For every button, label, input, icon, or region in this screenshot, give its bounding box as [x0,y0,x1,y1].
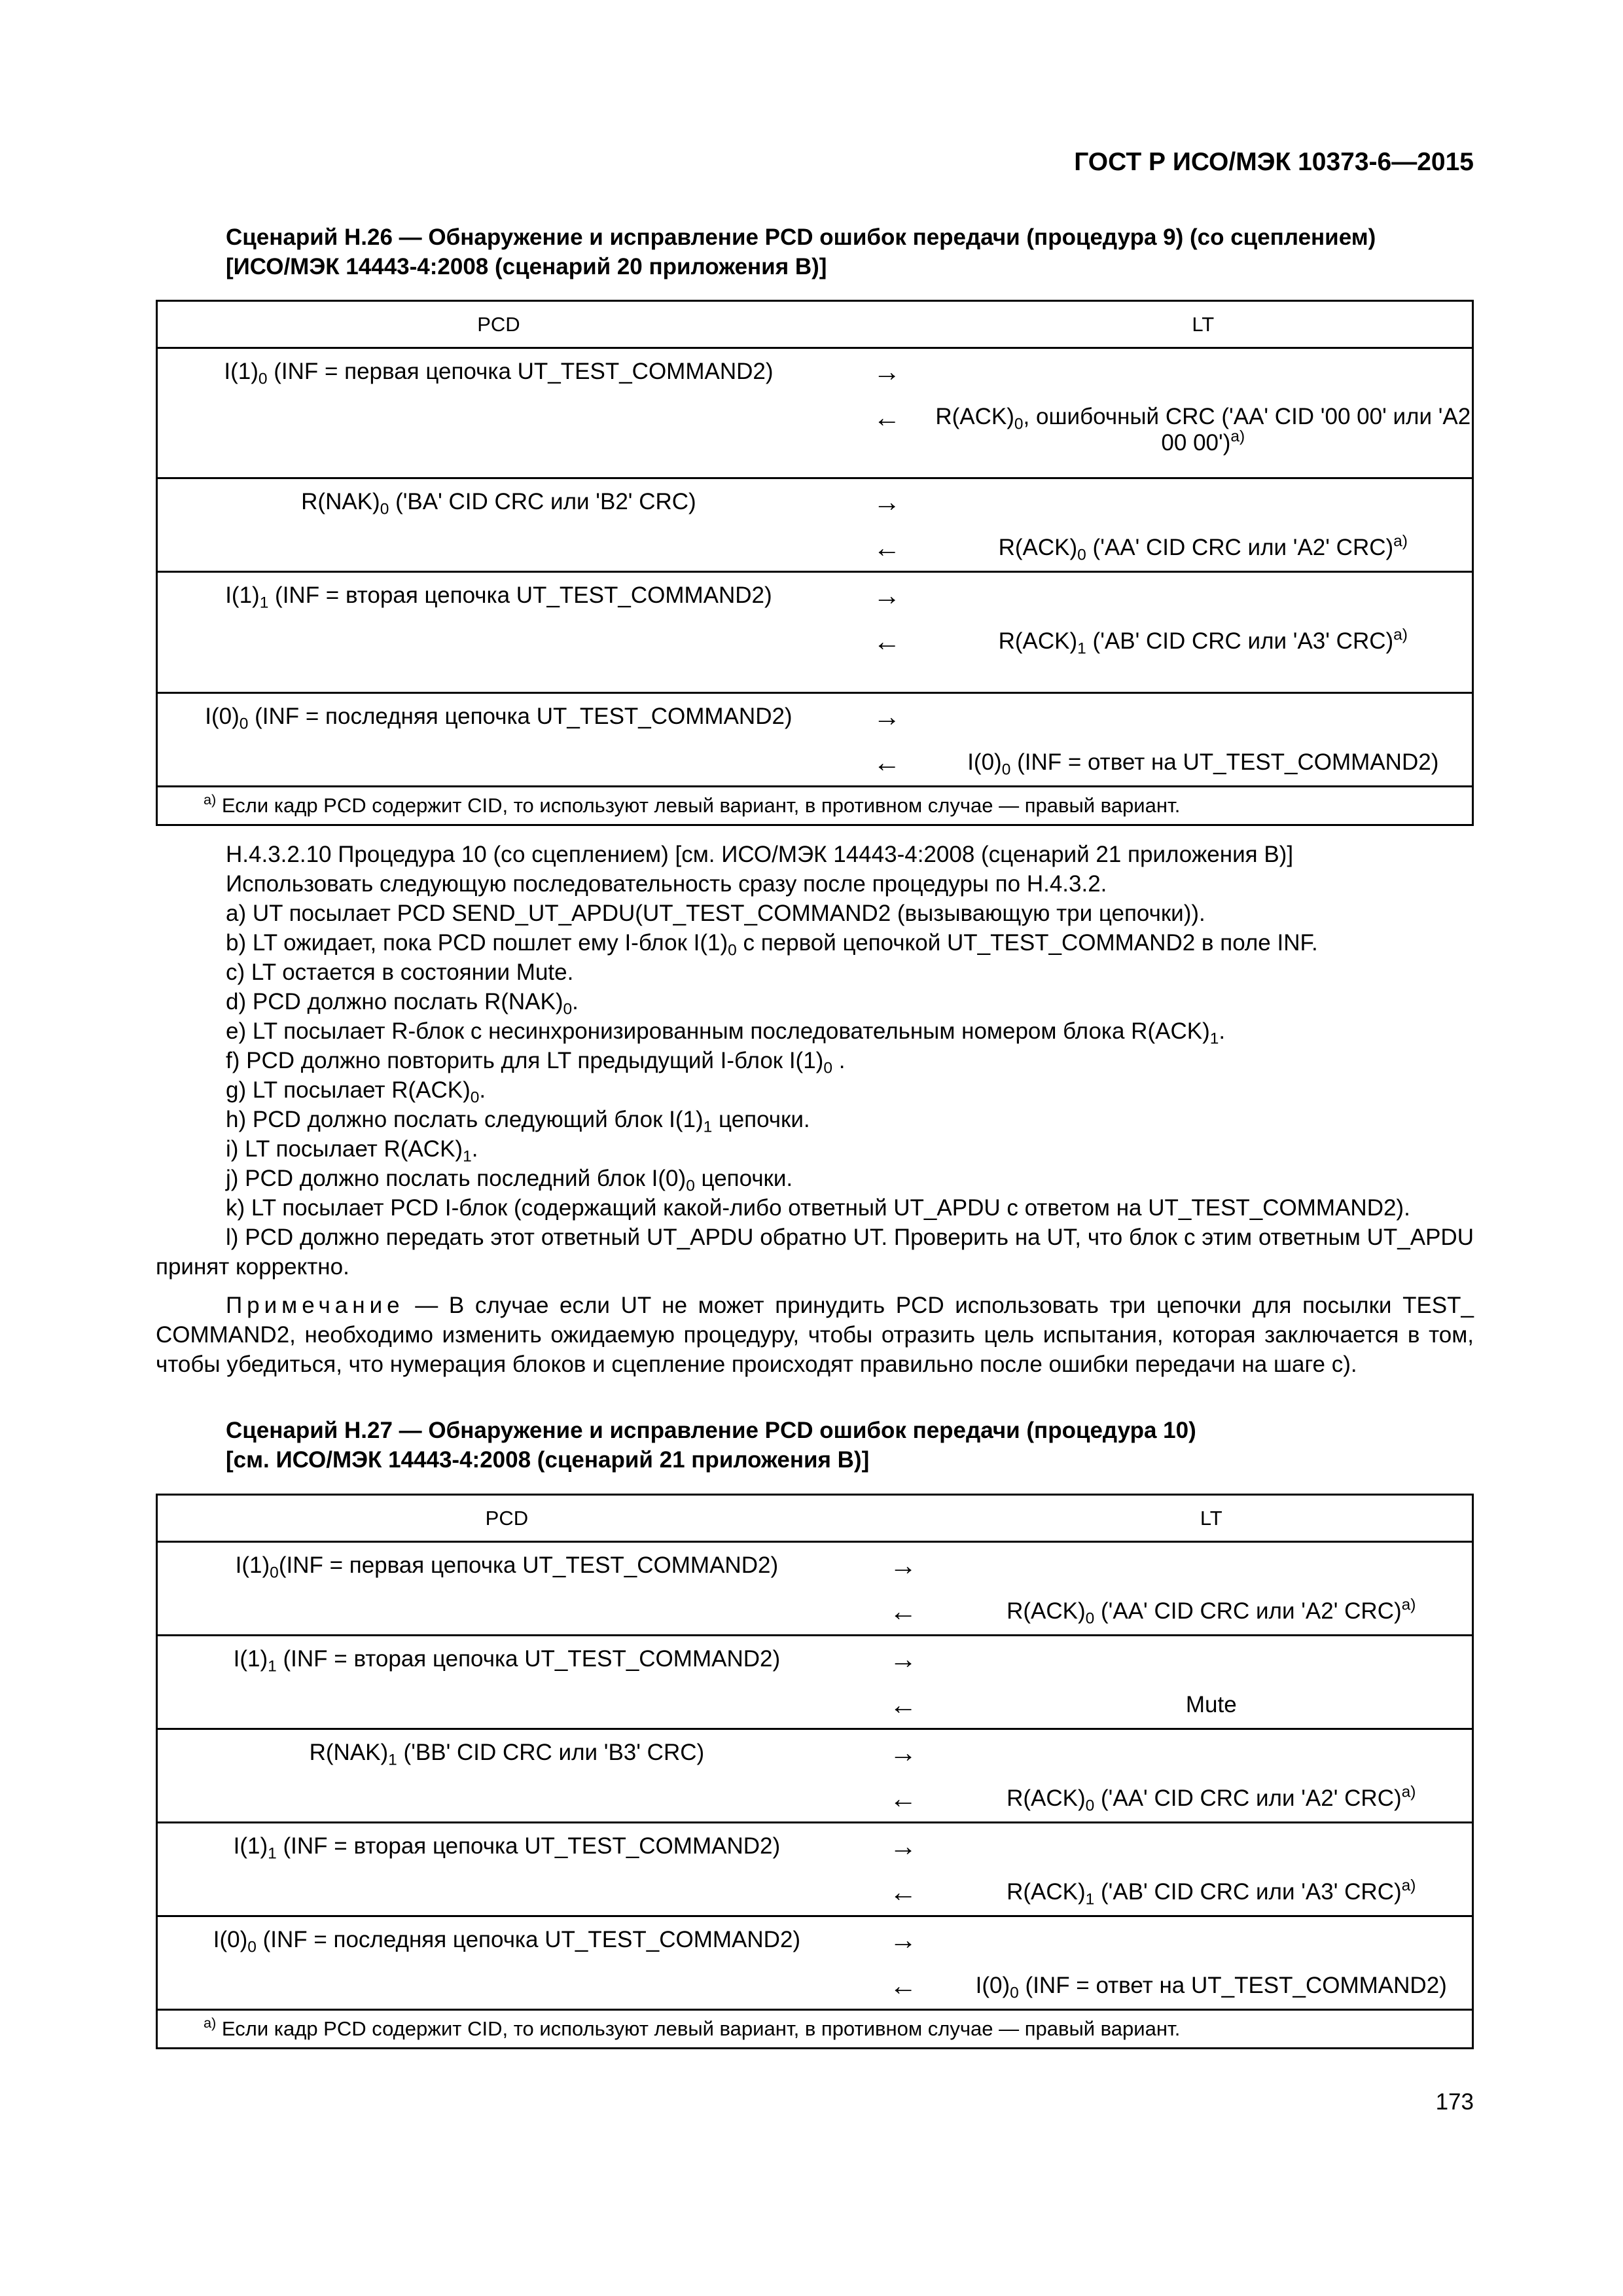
table-row [157,1682,1473,1729]
lt-cell [935,348,1473,395]
pcd-cell: $I(1)_1$ (INF = вторая цепочка UT_TEST_COMMAND2) [157,572,840,619]
lt-cell: $R(ACK)_1$ ('AB' CID CRC или 'A3' CRC)$^{a)}$ [935,619,1473,693]
table-row [157,1963,1473,2010]
lt-cell [951,1823,1473,1870]
pcd-cell [157,525,840,572]
standard-header: ГОСТ Р ИСО/МЭК 10373-6—2015 [1074,148,1474,176]
table-header-row [157,301,1473,348]
column-header-arrow [840,301,935,348]
table-row [157,1776,1473,1823]
arrow-right-icon: → [840,348,935,395]
lt-cell: $R(ACK)_0$ ('AA' CID CRC или 'A2' CRC)$^{a)}$ [951,1588,1473,1636]
list-item: i) LT посылает $R(ACK)_1$. [226,1136,478,1166]
table-row [157,740,1473,787]
arrow-right-icon: → [856,1729,951,1776]
table-footnote: $^{a)}$ Если кадр PCD содержит CID, то используют левый вариант, в противном случае — правый вариант. [157,787,1473,825]
scenario-27-caption [226,1416,1482,1475]
arrow-right-icon: → [856,1916,951,1964]
column-header-lt: LT [951,1495,1473,1542]
lt-cell [951,1729,1473,1776]
pcd-cell [157,1869,856,1916]
lt-cell [935,478,1473,526]
lt-cell: Mute [951,1682,1473,1729]
arrow-right-icon: → [840,478,935,526]
list-item: l) PCD должно передать этот ответный UT_APDU обратно UT. Проверить на UT, что блок с этим ответным UT_APDU принят корректно. [156,1225,1474,1280]
table-row [157,1869,1473,1916]
page-number: 173 [1435,2089,1474,2115]
pcd-cell [157,1588,856,1636]
table-row [157,1729,1473,1776]
arrow-left-icon: ← [873,626,901,656]
table-row [157,619,1473,693]
pcd-cell: $I(1)_0$ (INF = первая цепочка UT_TEST_COMMAND2) [157,348,840,395]
table-row [157,1916,1473,1964]
arrow-left-icon: ← [889,1876,918,1907]
pcd-cell: $R(NAK)_1$ ('BB' CID CRC или 'B3' CRC) [157,1729,856,1776]
pcd-cell: $I(1)_1$ (INF = вторая цепочка UT_TEST_COMMAND2) [157,1823,856,1870]
arrow-left-icon: ← [889,1783,918,1814]
table-footnote: $^{a)}$ Если кадр PCD содержит CID, то используют левый вариант, в противном случае — правый вариант. [157,2010,1473,2049]
lt-cell [951,1636,1473,1683]
scenario-26-caption [226,223,1482,281]
pcd-cell [157,1776,856,1823]
lt-cell: $R(ACK)_0$ ('AA' CID CRC или 'A2' CRC)$^{a)}$ [951,1776,1473,1823]
arrow-right-icon: → [856,1636,951,1683]
column-header-pcd: PCD [157,1495,856,1542]
arrow-right-icon: → [840,693,935,740]
list-item: f) PCD должно повторить для LT предыдущий I-блок $I(1)_0$ . [226,1048,846,1077]
arrow-left-icon: ← [889,1689,918,1720]
list-item: d) PCD должно послать $R(NAK)_0$. [226,989,579,1018]
list-item: k) LT посылает PCD I-блок (содержащий какой-либо ответный UT_APDU с ответом на UT_TEST_COMMAND2). [226,1195,1410,1221]
arrow-left-icon: ← [889,1970,918,2001]
lt-cell: $I(0)_0$ (INF = ответ на UT_TEST_COMMAND2) [935,740,1473,787]
caption-line: [ИСО/МЭК 14443-4:2008 (сценарий 20 приложения В)] [226,254,827,279]
caption-line: Сценарий H.27 — Обнаружение и исправление PCD ошибок передачи (процедура 10) [226,1418,1196,1443]
arrow-right-icon: → [856,1542,951,1589]
pcd-cell: $R(NAK)_0$ ('BA' CID CRC или 'B2' CRC) [157,478,840,526]
list-item: b) LT ожидает, пока PCD пошлет ему I-блок $I(1)_0$ с первой цепочкой UT_TEST_COMMAND2 в поле INF. [226,930,1318,960]
note-paragraph: Примечание — В случае если UT не может принудить PCD использовать три цепочки для посылки TEST_ COMMAND2, необходимо изменить ожидаемую процедуру, чтобы отразить цель испытания, которая заключается в том, чтобы убедиться, что нумерация блоков и сцепление происходят правильно после ошибки передачи на шаге c). [156,1293,1474,1377]
table-footnote-row [157,2010,1473,2049]
list-item: c) LT остается в состоянии Mute. [226,960,574,985]
lt-cell: $R(ACK)_1$ ('AB' CID CRC или 'A3' CRC)$^{a)}$ [951,1869,1473,1916]
table-row [157,478,1473,526]
pcd-cell [157,1682,856,1729]
pcd-cell [157,395,840,478]
pcd-cell: $I(0)_0$ (INF = последняя цепочка UT_TEST_COMMAND2) [157,693,840,740]
lt-cell [951,1916,1473,1964]
arrow-left-icon: ← [873,532,901,563]
lt-cell [935,693,1473,740]
pcd-cell [157,740,840,787]
lt-cell [951,1542,1473,1589]
column-header-pcd: PCD [157,301,840,348]
lt-cell: $I(0)_0$ (INF = ответ на UT_TEST_COMMAND2) [951,1963,1473,2010]
list-item: e) LT посылает R-блок с несинхронизированным последовательным номером блока $R(ACK)_1$. [226,1018,1226,1048]
pcd-cell: $I(0)_0$ (INF = последняя цепочка UT_TEST_COMMAND2) [157,1916,856,1964]
table-footnote-row [157,787,1473,825]
table-header-row [157,1495,1473,1542]
table-row [157,1823,1473,1870]
scenario-26-table [156,300,1474,826]
arrow-left-icon: ← [873,402,901,433]
arrow-left-icon: ← [889,1596,918,1626]
column-header-lt: LT [935,301,1473,348]
lt-cell [935,572,1473,619]
pcd-cell: $I(1)_1$ (INF = вторая цепочка UT_TEST_COMMAND2) [157,1636,856,1683]
arrow-right-icon: → [840,572,935,619]
table-row [157,395,1473,478]
pcd-cell [157,1963,856,2010]
list-item: g) LT посылает $R(ACK)_0$. [226,1077,486,1107]
lt-cell: $R(ACK)_0$ ('AA' CID CRC или 'A2' CRC)$^{a)}$ [935,525,1473,572]
caption-line: Сценарий H.26 — Обнаружение и исправление PCD ошибок передачи (процедура 9) (со сцеплением) [226,224,1376,250]
caption-line: [см. ИСО/МЭК 14443-4:2008 (сценарий 21 приложения В)] [226,1447,870,1473]
pcd-cell: $I(1)_0(INF$ = первая цепочка UT_TEST_COMMAND2) [157,1542,856,1589]
table-row [157,525,1473,572]
table-row [157,1542,1473,1589]
table-row [157,572,1473,619]
list-item: a) UT посылает PCD SEND_UT_APDU(UT_TEST_COMMAND2 (вызывающую три цепочки)). [226,901,1205,926]
paragraph: Использовать следующую последовательность сразу после процедуры по H.4.3.2. [226,871,1107,897]
table-row [157,348,1473,395]
list-item: j) PCD должно послать последний блок $I(0)_0$ цепочки. [226,1166,793,1195]
lt-cell: $R(ACK)_0$, ошибочный CRC ('AA' CID '00 00' или 'A2 00 00')$^{a)}$ [935,395,1473,478]
table-row [157,1636,1473,1683]
list-item: h) PCD должно послать следующий блок $I(1)_1$ цепочки. [226,1107,810,1136]
note-label: Примечание [226,1293,404,1318]
arrow-right-icon: → [856,1823,951,1870]
arrow-left-icon: ← [873,747,901,778]
pcd-cell [157,619,840,693]
scenario-27-table [156,1494,1474,2049]
section-heading: H.4.3.2.10 Процедура 10 (со сцеплением) [см. ИСО/МЭК 14443-4:2008 (сценарий 21 приложения В)] [226,842,1294,867]
table-row [157,693,1473,740]
column-header-arrow [856,1495,951,1542]
procedure-10-text [156,840,1474,1379]
table-row [157,1588,1473,1636]
